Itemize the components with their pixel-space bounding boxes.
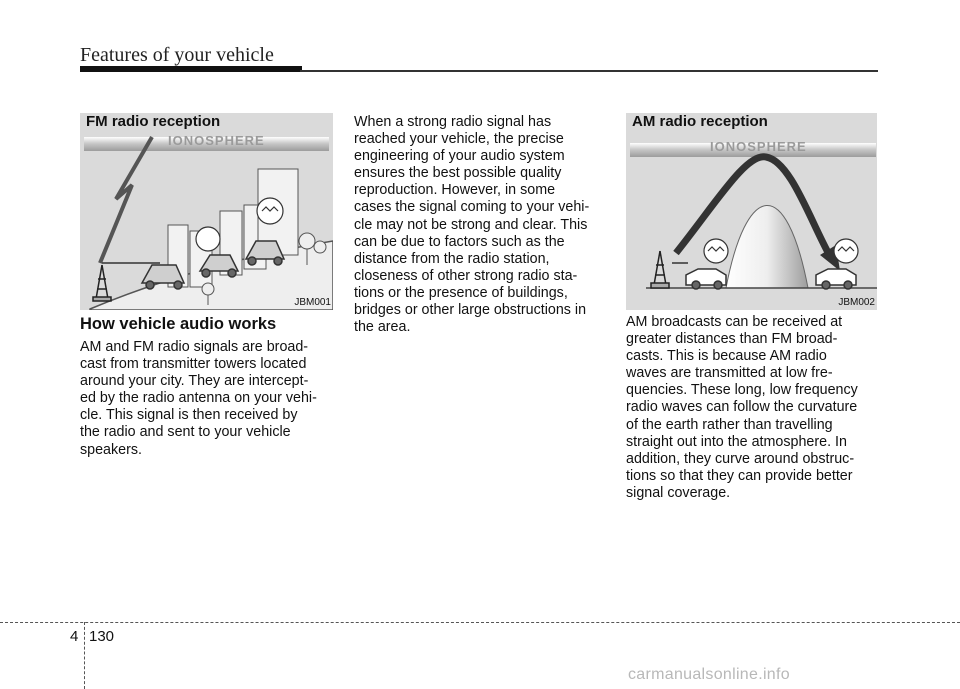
strong-signal-paragraph: [354, 114, 604, 336]
paragraph-line: closeness of other strong radio sta-: [354, 267, 578, 284]
fm-ionosphere-label: IONOSPHERE: [168, 133, 265, 148]
paragraph-line: ed by the radio antenna on your vehi-: [80, 390, 317, 407]
paragraph-line: around your city. They are intercept-: [80, 373, 309, 390]
paragraph-line: cast from transmitter towers located: [80, 356, 307, 373]
paragraph-line: AM broadcasts can be received at: [626, 314, 843, 330]
paragraph-line: distance from the radio station,: [354, 250, 550, 267]
how-audio-works-paragraph: [80, 339, 333, 459]
paragraph-line: of the earth rather than travelling: [626, 416, 833, 433]
fm-reception-figure: [80, 113, 333, 310]
paragraph-line: quencies. These long, low frequency: [626, 382, 858, 399]
paragraph-line: casts. This is because AM radio: [626, 348, 827, 365]
hill-obstruction: [726, 205, 808, 288]
am-figure-code: JBM002: [838, 297, 875, 308]
paragraph-line: tions or the presence of buildings,: [354, 284, 568, 301]
watermark: carmanualsonline.info: [628, 666, 790, 683]
am-broadcasts-paragraph: [626, 314, 877, 502]
am-figure-label: AM radio reception: [632, 113, 768, 130]
header-rule-thin: [300, 70, 878, 72]
paragraph-line: When a strong radio signal has: [354, 114, 552, 130]
page-number: 130: [89, 628, 115, 645]
paragraph-line: reproduction. However, in some: [354, 182, 556, 199]
paragraph-line: AM and FM radio signals are broad-: [80, 339, 309, 355]
fm-figure-label: FM radio reception: [86, 113, 221, 130]
paragraph-line: signal coverage.: [626, 484, 731, 501]
transmitter-tower: [651, 251, 669, 288]
paragraph-line: addition, they curve around obstruc-: [626, 450, 855, 467]
paragraph-line: engineering of your audio system: [354, 148, 565, 165]
transmitter-tower: [93, 265, 111, 301]
paragraph-line: speakers.: [80, 441, 142, 458]
paragraph-line: reached your vehicle, the precise: [354, 131, 564, 148]
paragraph-line: greater distances than FM broad-: [626, 331, 838, 348]
paragraph-line: straight out into the atmosphere. In: [626, 433, 847, 450]
paragraph-line: bridges or other large obstructions in: [354, 302, 587, 319]
paragraph-line: the radio and sent to your vehicle: [80, 424, 291, 441]
fm-signal-lightning: [100, 137, 152, 263]
paragraph-line: the area.: [354, 319, 411, 336]
footer-divider: [0, 622, 960, 623]
paragraph-line: cases the signal coming to your vehi-: [354, 199, 590, 216]
fm-figure-code: JBM001: [294, 297, 331, 308]
page-header-title: Features of your vehicle: [80, 44, 274, 66]
paragraph-line: tions so that they can provide better: [626, 467, 853, 484]
am-ionosphere-label: IONOSPHERE: [710, 139, 807, 154]
paragraph-line: cle. This signal is then received by: [80, 407, 298, 424]
header-rule-thick: [80, 66, 302, 72]
paragraph-line: radio waves can follow the curvature: [626, 399, 858, 416]
section-heading: How vehicle audio works: [80, 315, 277, 333]
footer-page-divider: [84, 622, 85, 689]
paragraph-line: cle may not be strong and clear. This: [354, 216, 588, 233]
chapter-number: 4: [70, 628, 79, 645]
am-reception-figure: [626, 113, 877, 310]
paragraph-line: ensures the best possible quality: [354, 165, 562, 182]
paragraph-line: waves are transmitted at low fre-: [626, 365, 833, 382]
paragraph-line: can be due to factors such as the: [354, 233, 565, 250]
